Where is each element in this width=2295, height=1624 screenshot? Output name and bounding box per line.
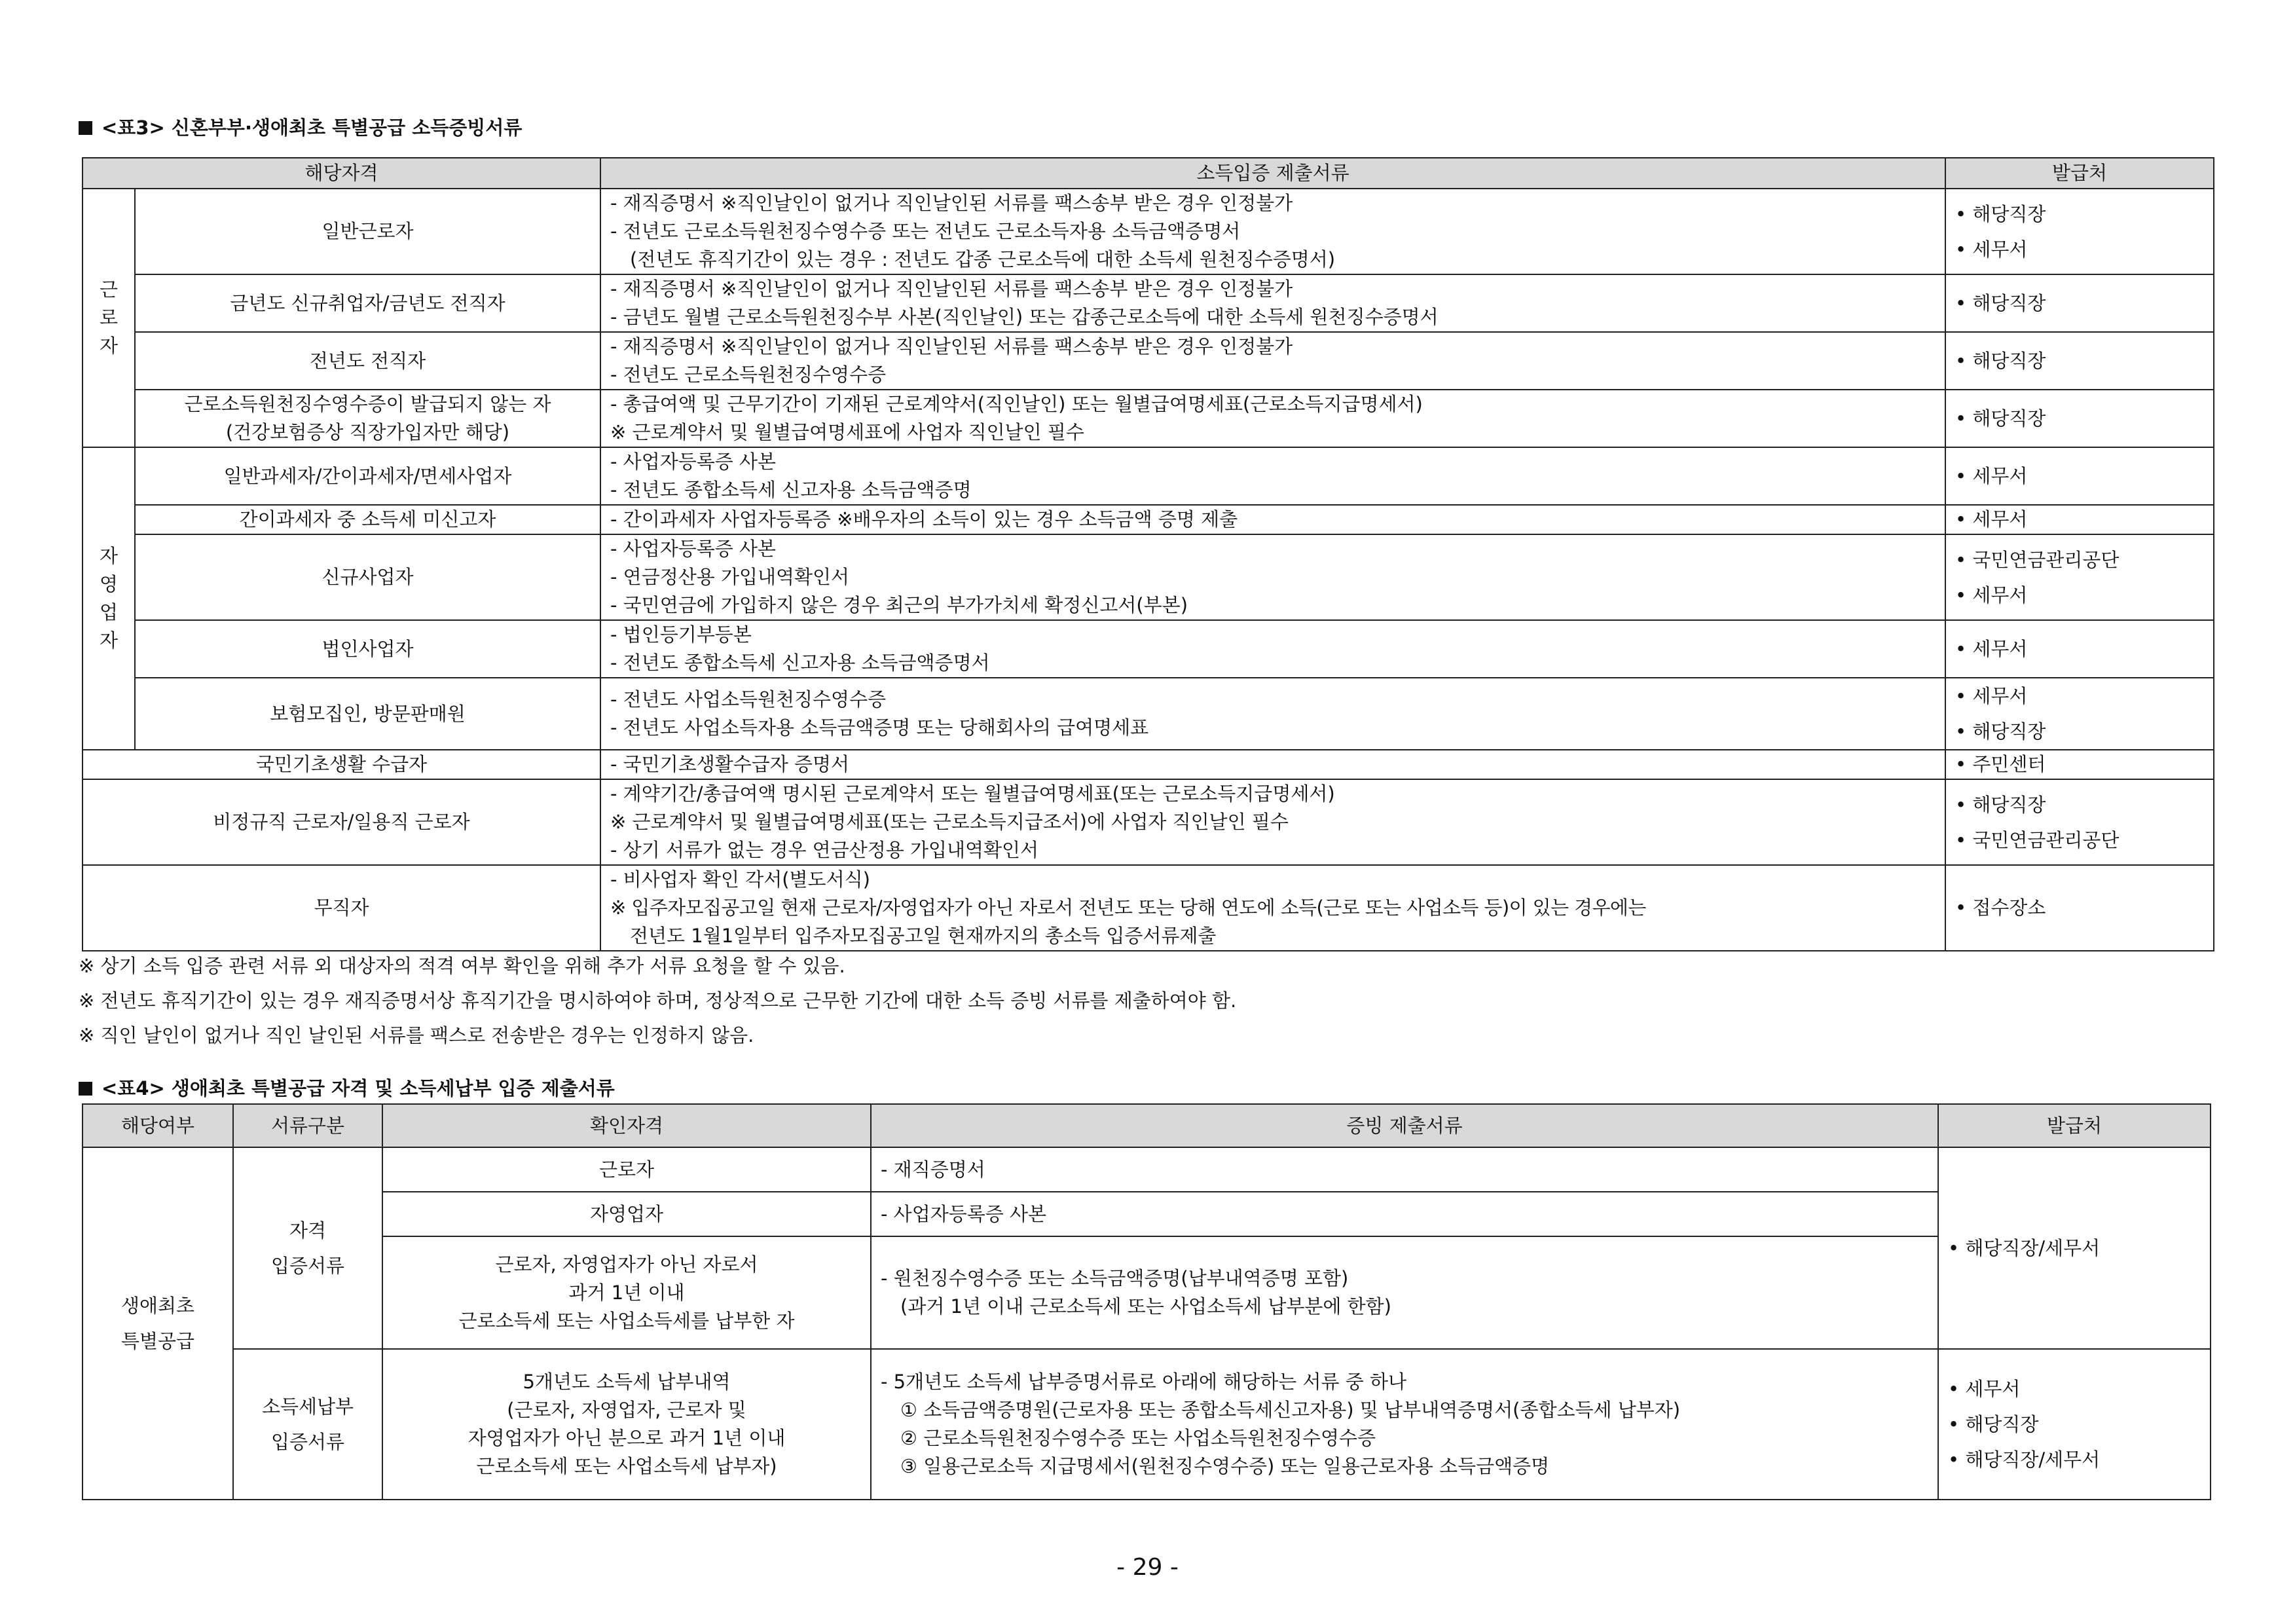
qualification-cell: 비정규직 근로자/일용직 근로자 <box>83 779 600 865</box>
table-row <box>83 447 2214 505</box>
issuer-cell: • 세무서 • 해당직장 <box>1945 678 2214 750</box>
note-2: ※ 전년도 휴직기간이 있는 경우 재직증명서상 휴직기간을 명시하여야 하며, 정상적으로 근무한 기간에 대한 소득 증빙 서류를 제출하여야 함. <box>79 989 1237 1012</box>
table-row <box>83 1349 2211 1500</box>
table-row <box>83 750 2214 779</box>
table-row <box>83 1236 2211 1349</box>
table3-header-documents: 소득입증 제출서류 <box>600 158 1945 189</box>
qualification-cell: 근로소득원천징수영수증이 발급되지 않는 자 (건강보험증상 직장가입자만 해당) <box>135 390 600 447</box>
issuer-cell: • 해당직장/세무서 <box>1938 1147 2211 1349</box>
table-row <box>83 332 2214 390</box>
documents-cell: - 사업자등록증 사본 - 전년도 종합소득세 신고자용 소득금액증명 <box>600 447 1945 505</box>
documents-cell: - 재직증명서 ※직인날인이 없거나 직인날인된 서류를 팩스송부 받은 경우 인정불가 - 전년도 근로소득원천징수영수증 <box>600 332 1945 390</box>
target-cell: 생애최초 특별공급 <box>83 1147 233 1500</box>
documents-cell: - 재직증명서 ※직인날인이 없거나 직인날인된 서류를 팩스송부 받은 경우 인정불가 - 금년도 월별 근로소득원천징수부 사본(직인날인) 또는 갑종근로소득에 대한 소득세 원천징수증명서 <box>600 274 1945 332</box>
issuer-cell: • 해당직장 • 세무서 <box>1945 189 2214 274</box>
table3-header-qualification: 해당자격 <box>83 158 600 189</box>
documents-cell: - 국민기초생활수급자 증명서 <box>600 750 1945 779</box>
note-3: ※ 직인 날인이 없거나 직인 날인된 서류를 팩스로 전송받은 경우는 인정하지 않음. <box>79 1024 754 1046</box>
table3-title-text: <표3> 신혼부부·생애최초 특별공급 소득증빙서류 <box>101 117 523 139</box>
documents-cell: - 사업자등록증 사본 - 연금정산용 가입내역확인서 - 국민연금에 가입하지 않은 경우 최근의 부가가치세 확정신고서(부본) <box>600 534 1945 620</box>
table-row <box>83 678 2214 750</box>
table-row <box>83 865 2214 951</box>
issuer-cell: • 주민센터 <box>1945 750 2214 779</box>
square-bullet-icon <box>79 1082 92 1096</box>
documents-cell: - 법인등기부등본 - 전년도 종합소득세 신고자용 소득금액증명서 <box>600 620 1945 678</box>
documents-cell: - 사업자등록증 사본 <box>871 1192 1938 1236</box>
qualification-cell: 일반근로자 <box>135 189 600 274</box>
table-row <box>83 274 2214 332</box>
qualification-cell: 국민기초생활 수급자 <box>83 750 600 779</box>
documents-cell: - 원천징수영수증 또는 소득금액증명(납부내역증명 포함) (과거 1년 이내 근로소득세 또는 사업소득세 납부분에 한함) <box>871 1236 1938 1349</box>
table4 <box>82 1103 2211 1500</box>
table4-title <box>79 1074 615 1101</box>
table4-header-documents: 증빙 제출서류 <box>871 1104 1938 1147</box>
issuer-cell: • 세무서 <box>1945 447 2214 505</box>
qualification-cell: 무직자 <box>83 865 600 951</box>
qualification-cell: 금년도 신규취업자/금년도 전직자 <box>135 274 600 332</box>
table3-header-issuer: 발급처 <box>1945 158 2214 189</box>
issuer-cell: • 해당직장 • 국민연금관리공단 <box>1945 779 2214 865</box>
table4-header-category: 서류구분 <box>233 1104 382 1147</box>
qualification-cell: 법인사업자 <box>135 620 600 678</box>
qualification-cell: 일반과세자/간이과세자/면세사업자 <box>135 447 600 505</box>
page-number: - 29 - <box>1116 1554 1179 1581</box>
table4-header-target: 해당여부 <box>83 1104 233 1147</box>
table-row <box>83 189 2214 274</box>
documents-cell: - 전년도 사업소득원천징수영수증 - 전년도 사업소득자용 소득금액증명 또는 당해회사의 급여명세표 <box>600 678 1945 750</box>
square-bullet-icon <box>79 121 92 135</box>
table4-header-qualification: 확인자격 <box>382 1104 871 1147</box>
issuer-cell: • 해당직장 <box>1945 390 2214 447</box>
documents-cell: - 계약기간/총급여액 명시된 근로계약서 또는 월별급여명세표(또는 근로소득지급명세서) ※ 근로계약서 및 월별급여명세표(또는 근로소득지급조서)에 사업자 직인날인 필수 - 상기 서류가 없는 경우 연금산정용 가입내역확인서 <box>600 779 1945 865</box>
issuer-cell: • 해당직장 <box>1945 332 2214 390</box>
table-row <box>83 505 2214 534</box>
issuer-cell: • 접수장소 <box>1945 865 2214 951</box>
table-row <box>83 534 2214 620</box>
qualification-cell: 간이과세자 중 소득세 미신고자 <box>135 505 600 534</box>
issuer-cell: • 국민연금관리공단 • 세무서 <box>1945 534 2214 620</box>
qualification-cell: 전년도 전직자 <box>135 332 600 390</box>
table3-title <box>79 113 522 140</box>
issuer-cell: • 세무서 <box>1945 620 2214 678</box>
documents-cell: - 비사업자 확인 각서(별도서식) ※ 입주자모집공고일 현재 근로자/자영업자가 아닌 자로서 전년도 또는 당해 연도에 소득(근로 또는 사업소득 등)이 있는 경우에는 전년도 1월1일부터 입주자모집공고일 현재까지의 총소득 입증서류제출 <box>600 865 1945 951</box>
table3 <box>82 157 2214 951</box>
qualification-cell: 5개년도 소득세 납부내역 (근로자, 자영업자, 근로자 및 자영업자가 아닌 분으로 과거 1년 이내 근로소득세 또는 사업소득세 납부자) <box>382 1349 871 1500</box>
qualification-cell: 신규사업자 <box>135 534 600 620</box>
note-1: ※ 상기 소득 입증 관련 서류 외 대상자의 적격 여부 확인을 위해 추가 서류 요청을 할 수 있음. <box>79 955 845 977</box>
group-label-self-employed: 자 영 업 자 <box>83 447 135 750</box>
table-row <box>83 390 2214 447</box>
documents-cell: - 간이과세자 사업자등록증 ※배우자의 소득이 있는 경우 소득금액 증명 제출 <box>600 505 1945 534</box>
issuer-cell: • 세무서 • 해당직장 • 해당직장/세무서 <box>1938 1349 2211 1500</box>
documents-cell: - 재직증명서 <box>871 1147 1938 1192</box>
qualification-cell: 자영업자 <box>382 1192 871 1236</box>
documents-cell: - 총급여액 및 근무기간이 기재된 근로계약서(직인날인) 또는 월별급여명세표(근로소득지급명세서) ※ 근로계약서 및 월별급여명세표에 사업자 직인날인 필수 <box>600 390 1945 447</box>
group-label-worker: 근 로 자 <box>83 189 135 447</box>
issuer-cell: • 세무서 <box>1945 505 2214 534</box>
qualification-cell: 근로자 <box>382 1147 871 1192</box>
table4-header-row <box>83 1104 2211 1147</box>
qualification-cell: 보험모집인, 방문판매원 <box>135 678 600 750</box>
table-row <box>83 620 2214 678</box>
table3-header-row <box>83 158 2214 189</box>
category-cell-qualification: 자격 입증서류 <box>233 1147 382 1349</box>
category-cell-tax-payment: 소득세납부 입증서류 <box>233 1349 382 1500</box>
qualification-cell: 근로자, 자영업자가 아닌 자로서 과거 1년 이내 근로소득세 또는 사업소득세를 납부한 자 <box>382 1236 871 1349</box>
table4-header-issuer: 발급처 <box>1938 1104 2211 1147</box>
documents-cell: - 재직증명서 ※직인날인이 없거나 직인날인된 서류를 팩스송부 받은 경우 인정불가 - 전년도 근로소득원천징수영수증 또는 전년도 근로소득자용 소득금액증명서 (전년도 휴직기간이 있는 경우 : 전년도 갑종 근로소득에 대한 소득세 원천징수증명서) <box>600 189 1945 274</box>
table-row <box>83 779 2214 865</box>
documents-cell: - 5개년도 소득세 납부증명서류로 아래에 해당하는 서류 중 하나 ① 소득금액증명원(근로자용 또는 종합소득세신고자용) 및 납부내역증명서(종합소득세 납부자) ② 근로소득원천징수영수증 또는 사업소득원천징수영수증 ③ 일용근로소득 지급명세서(원천징수영수증) 또는 일용근로자용 소득금액증명 <box>871 1349 1938 1500</box>
table4-title-text: <표4> 생애최초 특별공급 자격 및 소득세납부 입증 제출서류 <box>101 1077 615 1099</box>
table-row <box>83 1192 2211 1236</box>
issuer-cell: • 해당직장 <box>1945 274 2214 332</box>
table-row <box>83 1147 2211 1192</box>
